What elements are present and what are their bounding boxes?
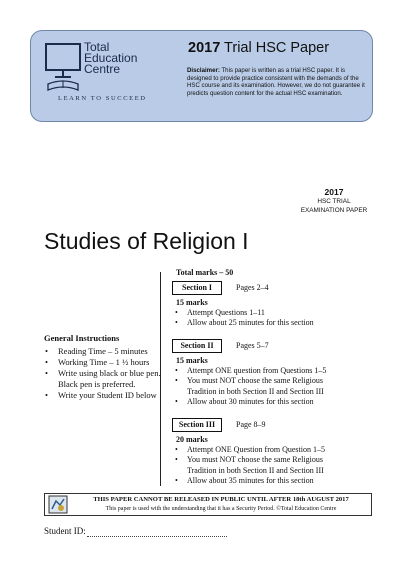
- section-3-marks: 20 marks: [176, 435, 208, 444]
- list-item: • Allow about 35 minutes for this section: [172, 476, 352, 486]
- exam-info: [290, 188, 378, 215]
- security-badge-icon: [48, 495, 68, 514]
- section-3-pages: Page 8–9: [236, 420, 266, 429]
- list-item: • Reading Time – 5 minutes: [44, 346, 162, 357]
- security-period-notice: This paper is used with the understanding that it has a Security Period. ©Total Education Centre: [105, 506, 337, 512]
- list-item: • Attempt ONE Question from Question 1–5: [172, 445, 352, 455]
- section-2-marks: 15 marks: [176, 356, 208, 365]
- disclaimer-label: Disclaimer:: [187, 67, 220, 74]
- list-item: • Working Time – 1 ½ hours: [44, 357, 162, 368]
- logo-line-1: Total: [84, 40, 110, 54]
- release-notice: THIS PAPER CANNOT BE RELEASED IN PUBLIC UNTIL AFTER 18th AUGUST 2017: [93, 496, 349, 503]
- student-id-label: Student ID:: [44, 526, 86, 536]
- list-item: • You must NOT choose the same Religious Tradition in both Section II and Section III: [172, 376, 352, 397]
- subject-title: Studies of Religion I: [44, 228, 249, 254]
- general-instructions-title: General Instructions: [44, 333, 120, 343]
- total-marks: Total marks – 50: [176, 268, 234, 277]
- section-1-marks: 15 marks: [176, 298, 208, 307]
- exam-type-line-2: EXAMINATION PAPER: [300, 207, 368, 214]
- logo-line-2: Education: [84, 51, 138, 65]
- section-2-label: Section II: [172, 339, 222, 353]
- list-item: • Allow about 30 minutes for this section: [172, 397, 352, 407]
- section-2-pages: Pages 5–7: [236, 341, 269, 350]
- logo-wordmark: [84, 42, 137, 75]
- paper-title-text: Trial HSC Paper: [224, 40, 330, 56]
- section-1-list: [172, 308, 352, 329]
- list-item: • Allow about 25 minutes for this section: [172, 318, 352, 328]
- section-2-list: [172, 366, 352, 408]
- general-instructions-list: [44, 346, 162, 401]
- disclaimer-text: This paper is written as a trial HSC paper. It is designed to provide practice consistent with the demands of the HSC course and its examination. However, we do not guarantee it predicts question content for the actual HSC examination.: [187, 67, 365, 97]
- paper-title: [188, 40, 329, 56]
- section-1-pages: Pages 2–4: [236, 283, 269, 292]
- paper-title-year: 2017: [188, 40, 221, 56]
- disclaimer: [187, 67, 367, 97]
- list-item: • Write your Student ID below: [44, 390, 162, 401]
- section-1-label: Section I: [172, 281, 222, 295]
- list-item: • Write using black or blue pen. Black pen is preferred.: [44, 368, 162, 390]
- exam-type-line-1: HSC TRIAL: [317, 198, 351, 205]
- student-id-field[interactable]: [87, 536, 227, 537]
- logo-line-3: Centre: [84, 62, 121, 76]
- list-item: • Attempt ONE question from Questions 1–5: [172, 366, 352, 376]
- exam-year: 2017: [324, 187, 344, 197]
- section-3-label: Section III: [172, 418, 222, 432]
- section-3-list: [172, 445, 352, 487]
- list-item: • Attempt Questions 1–11: [172, 308, 352, 318]
- list-item: • You must NOT choose the same Religious Tradition in both Section II and Section III: [172, 455, 352, 476]
- logo-tagline: LEARN TO SUCCEED: [58, 95, 147, 102]
